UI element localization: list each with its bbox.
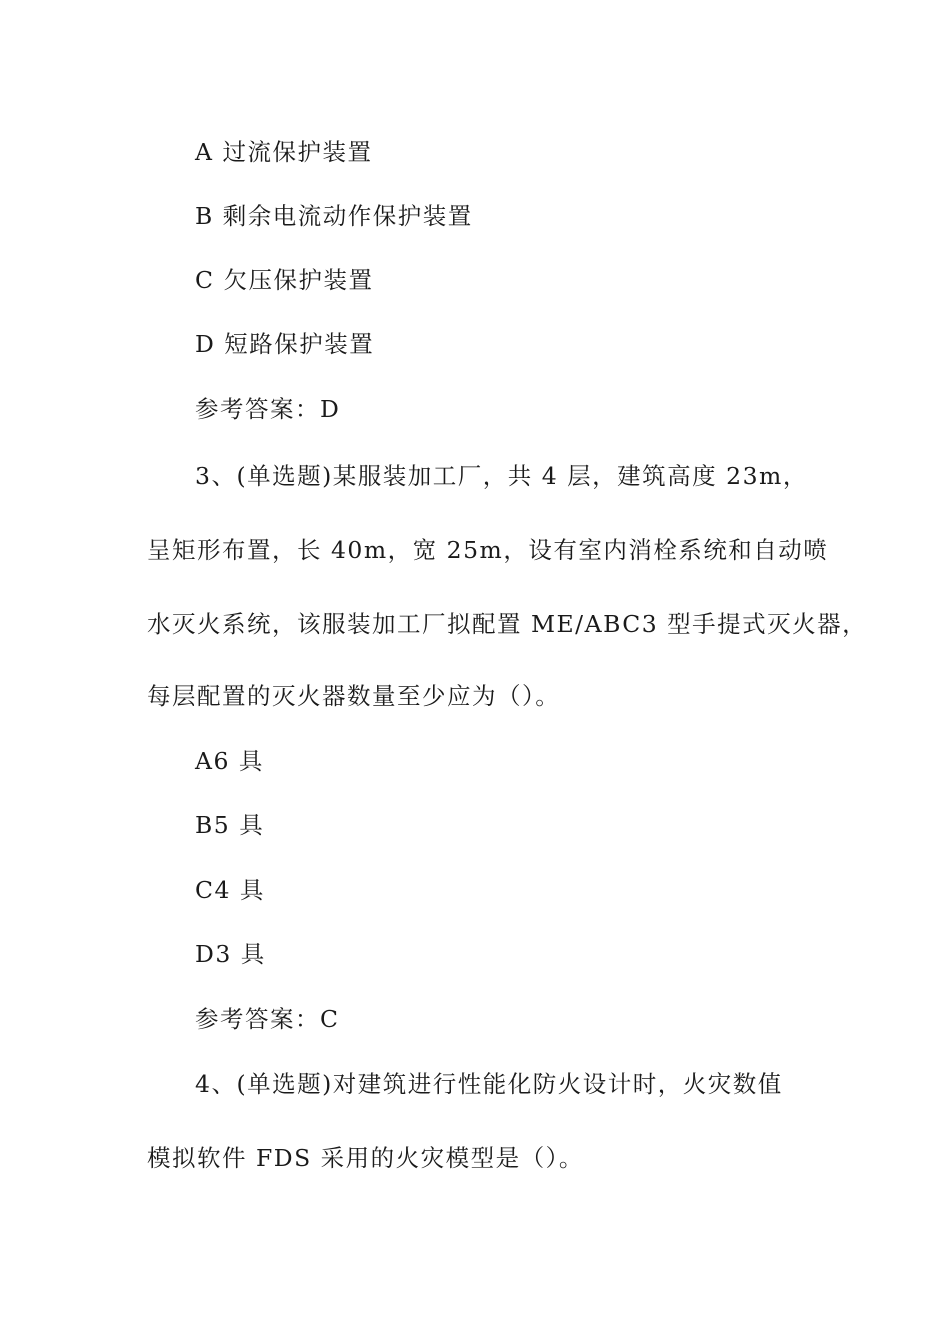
option-d: D 短路保护装置 <box>195 330 375 358</box>
question-stem-line: 每层配置的灭火器数量至少应为（）。 <box>147 682 561 710</box>
option-b: B 剩余电流动作保护装置 <box>195 202 473 230</box>
option-c: C 欠压保护装置 <box>195 266 374 294</box>
option-a: A6 具 <box>195 747 264 775</box>
option-c: C4 具 <box>195 876 265 904</box>
question-stem-line: 模拟软件 FDS 采用的火灾模型是（）。 <box>147 1144 584 1172</box>
question-stem-line: 3、(单选题)某服装加工厂，共 4 层，建筑高度 23m， <box>195 462 808 490</box>
option-d: D3 具 <box>195 940 266 968</box>
reference-answer: 参考答案：D <box>195 395 341 423</box>
question-stem-line: 4、(单选题)对建筑进行性能化防火设计时，火灾数值 <box>195 1070 783 1098</box>
option-b: B5 具 <box>195 811 265 839</box>
question-stem-line: 呈矩形布置，长 40m，宽 25m，设有室内消栓系统和自动喷 <box>147 536 829 564</box>
option-a: A 过流保护装置 <box>195 138 373 166</box>
question-stem-line: 水灭火系统，该服装加工厂拟配置 ME/ABC3 型手提式灭火器， <box>147 610 868 638</box>
reference-answer: 参考答案：C <box>195 1005 340 1033</box>
